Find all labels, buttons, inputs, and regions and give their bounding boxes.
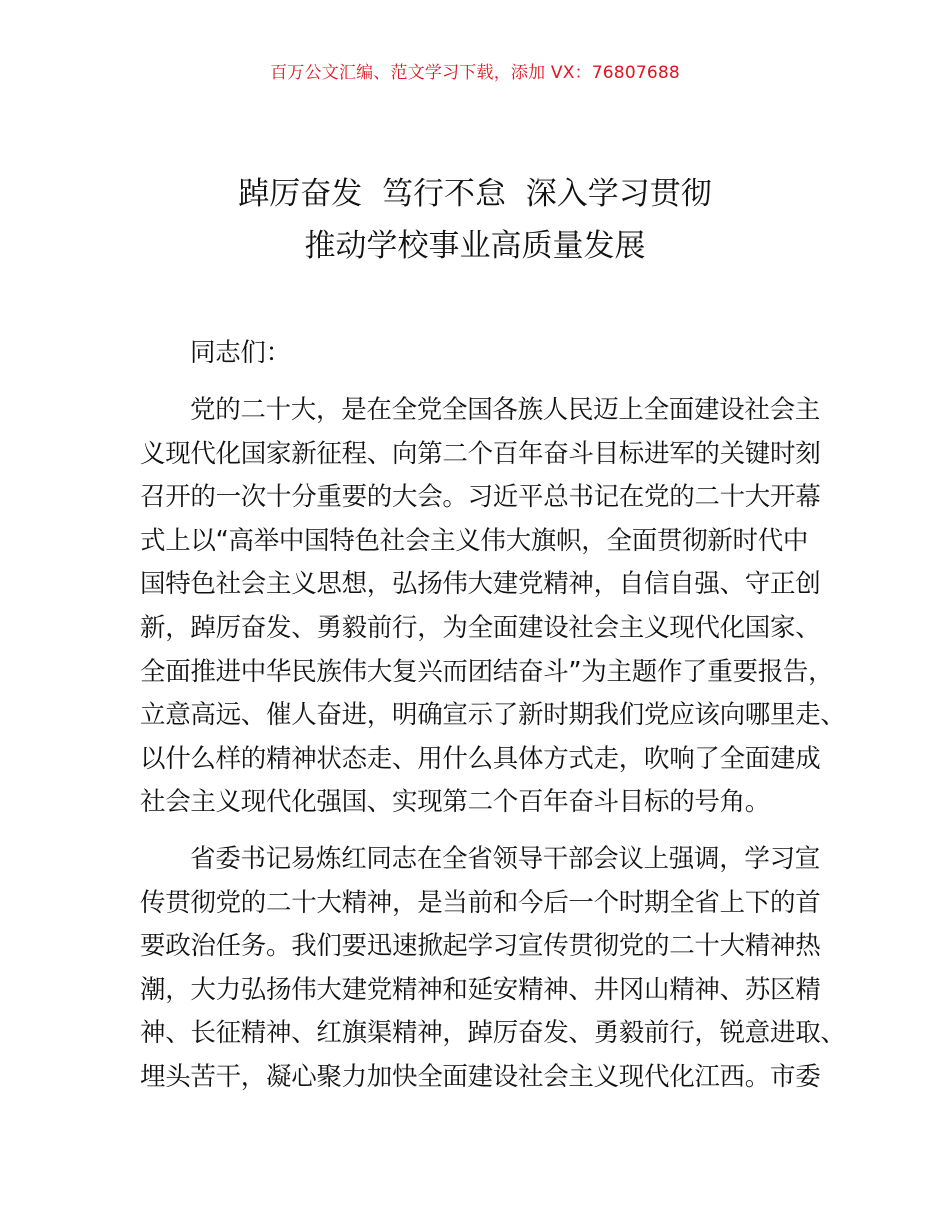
paragraph-line: 新，踔厉奋发、勇毅前行，为全面建设社会主义现代化国家、 [140, 612, 821, 643]
watermark-banner: 百万公文汇编、范文学习下载，添加 VX：76807688 [270, 63, 680, 83]
paragraph-line: 要政治任务。我们要迅速掀起学习宣传贯彻党的二十大精神热 [140, 931, 821, 962]
paragraph-line: 社会主义现代化强国、实现第二个百年奋斗目标的号角。 [140, 787, 771, 818]
spacer [140, 376, 830, 389]
paragraph-line: 式上以“高举中国特色社会主义伟大旗帜，全面贯彻新时代中 [140, 525, 809, 556]
paragraph-line: 省委书记易炼红同志在全省领导干部会议上强调，学习宣 [190, 843, 821, 874]
paragraph-line: 立意高远、催人奋进，明确宣示了新时期我们党应该向哪里走、 [140, 700, 846, 731]
paragraph-2 [140, 838, 846, 1100]
paragraph-line: 义现代化国家新征程、向第二个百年奋斗目标进军的关键时刻 [140, 438, 821, 469]
paragraph-line: 以什么样的精神状态走、用什么具体方式走，吹响了全面建成 [140, 743, 821, 774]
paragraph-line: 埋头苦干，凝心聚力加快全面建设社会主义现代化江西。市委 [140, 1061, 821, 1092]
paragraph-line: 党的二十大，是在全党全国各族人民迈上全面建设社会主 [190, 395, 821, 425]
title-line-1: 踔厉奋发 笃行不怠 深入学习贯彻 [238, 176, 712, 212]
paragraph-line: 传贯彻党的二十大精神，是当前和今后一个时期全省上下的首 [140, 887, 821, 918]
document-body [140, 330, 846, 1100]
paragraph-line: 召开的一次十分重要的大会。习近平总书记在党的二十大开幕 [140, 482, 821, 513]
paragraph-line: 全面推进中华民族伟大复兴而团结奋斗”为主题作了重要报告， [140, 656, 834, 687]
document-title [0, 168, 950, 272]
paragraph-line: 潮，大力弘扬伟大建党精神和延安精神、井冈山精神、苏区精 [140, 974, 821, 1005]
paragraph-line: 神、长征精神、红旗渠精神，踔厉奋发、勇毅前行，锐意进取、 [140, 1018, 846, 1049]
paragraph-1 [140, 389, 846, 825]
spacer [140, 825, 830, 838]
salutation: 同志们： [190, 338, 291, 368]
paragraph-line: 国特色社会主义思想，弘扬伟大建党精神，自信自强、守正创 [140, 569, 821, 600]
title-line-2: 推动学校事业高质量发展 [304, 228, 646, 264]
